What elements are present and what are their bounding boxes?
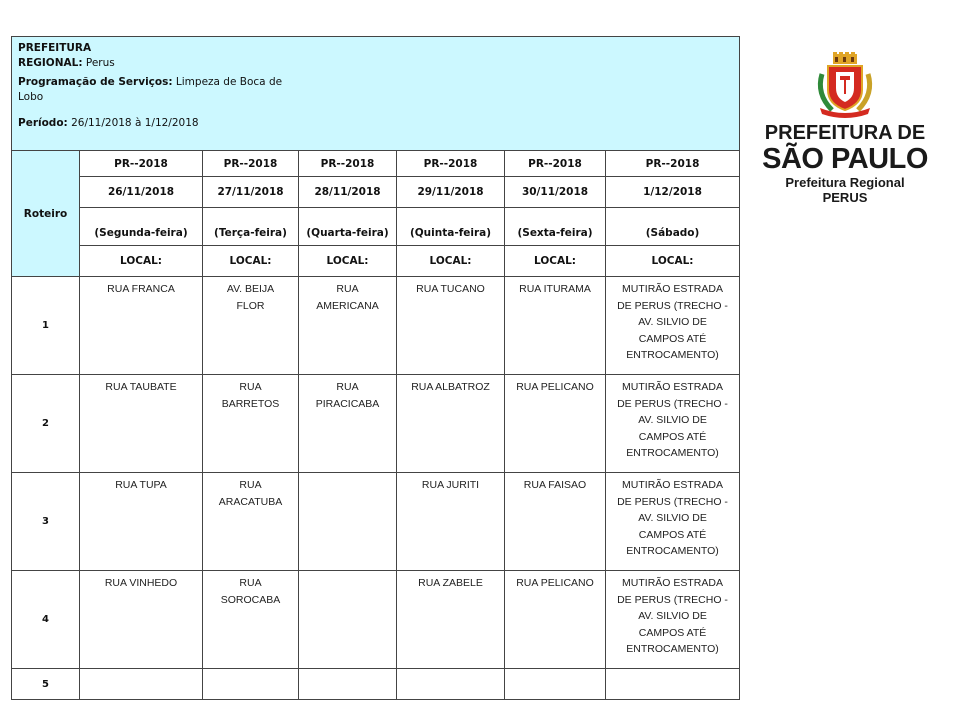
schedule-cell — [80, 277, 203, 375]
cell-line: RUA ZABELE — [418, 577, 483, 589]
schedule-cell — [80, 375, 203, 473]
cell-line: RUA — [239, 577, 262, 589]
column-date: 1/12/2018 — [606, 177, 740, 208]
cell-line: RUA — [239, 479, 262, 491]
cell-line: MUTIRÃO ESTRADA — [622, 283, 723, 295]
schedule-cell — [606, 669, 740, 700]
column-date: 30/11/2018 — [505, 177, 606, 208]
cell-line: RUA — [336, 381, 359, 393]
schedule-cell — [80, 571, 203, 669]
programacao-value: Limpeza de Boca de Lobo — [18, 76, 283, 103]
logo-line-3: Prefeitura Regional — [785, 175, 905, 190]
table-row — [12, 277, 740, 375]
column-pr-code: PR--2018 — [505, 151, 606, 177]
cell-line: DE PERUS (TRECHO - — [617, 299, 728, 312]
cell-line: RUA — [239, 381, 262, 393]
column-date: 29/11/2018 — [397, 177, 505, 208]
cell-line: MUTIRÃO ESTRADA — [622, 479, 723, 491]
programacao-label: Programação de Serviços: — [18, 76, 173, 88]
cell-line: BARRETOS — [221, 397, 280, 410]
roteiro-number: 2 — [12, 375, 80, 473]
prefeitura-label: PREFEITURA — [18, 42, 92, 54]
column-date: 28/11/2018 — [299, 177, 397, 208]
cell-line: DE PERUS (TRECHO - — [617, 593, 728, 606]
coat-of-arms-icon — [810, 52, 880, 118]
schedule-cell — [505, 375, 606, 473]
schedule-cell — [299, 375, 397, 473]
column-weekday: (Sexta-feira) — [505, 208, 606, 246]
roteiro-number: 5 — [12, 669, 80, 700]
schedule-cell — [606, 571, 740, 669]
schedule-cell — [606, 375, 740, 473]
cell-line: RUA ITURAMA — [519, 283, 591, 295]
cell-line: AV. SILVIO DE — [638, 414, 707, 426]
logo-line-2: SÃO PAULO — [762, 143, 928, 175]
table-row — [12, 375, 740, 473]
regional-label: REGIONAL: — [18, 57, 83, 69]
cell-line: CAMPOS ATÉ — [638, 430, 707, 443]
logo-line-1: PREFEITURA DE — [764, 122, 926, 144]
column-pr-code: PR--2018 — [397, 151, 505, 177]
cell-line: CAMPOS ATÉ — [638, 626, 707, 639]
column-local-label: LOCAL: — [505, 246, 606, 277]
roteiro-number: 4 — [12, 571, 80, 669]
cell-line: RUA TUPA — [115, 479, 167, 491]
schedule-cell — [203, 375, 299, 473]
column-weekday: (Segunda-feira) — [80, 208, 203, 246]
cell-line: RUA TAUBATE — [105, 381, 177, 393]
schedule-table — [11, 36, 740, 700]
cell-line: RUA PELICANO — [516, 381, 594, 393]
roteiro-number: 1 — [12, 277, 80, 375]
column-local-label: LOCAL: — [299, 246, 397, 277]
cell-line: RUA JURITI — [421, 479, 480, 491]
header-info — [12, 37, 740, 151]
schedule-cell — [80, 473, 203, 571]
cell-line: ENTROCAMENTO) — [626, 447, 719, 459]
cell-line: DE PERUS (TRECHO - — [617, 397, 728, 410]
schedule-cell — [299, 571, 397, 669]
column-pr-code: PR--2018 — [299, 151, 397, 177]
cell-line: AV. SILVIO DE — [638, 316, 707, 328]
cell-line: RUA VINHEDO — [104, 577, 178, 589]
column-date: 26/11/2018 — [80, 177, 203, 208]
schedule-cell — [299, 473, 397, 571]
schedule-cell — [299, 277, 397, 375]
schedule-cell — [505, 277, 606, 375]
cell-line: CAMPOS ATÉ — [638, 528, 707, 541]
column-date: 27/11/2018 — [203, 177, 299, 208]
cell-line: RUA ALBATROZ — [411, 381, 490, 393]
schedule-cell — [397, 277, 505, 375]
cell-line: DE PERUS (TRECHO - — [617, 495, 728, 508]
cell-line: RUA FRANCA — [107, 283, 175, 295]
table-row — [12, 669, 740, 700]
column-weekday: (Quarta-feira) — [299, 208, 397, 246]
cell-line: ARACATUBA — [218, 495, 283, 508]
schedule-cell — [203, 473, 299, 571]
column-local-label: LOCAL: — [397, 246, 505, 277]
schedule-cell — [397, 473, 505, 571]
roteiro-label: Roteiro — [12, 151, 80, 277]
cell-line: AV. SILVIO DE — [638, 610, 707, 622]
schedule-cell — [397, 571, 505, 669]
cell-line: RUA — [336, 283, 359, 295]
logo-line-4: PERUS — [822, 190, 868, 205]
schedule-cell — [505, 473, 606, 571]
schedule-cell — [397, 375, 505, 473]
table-row — [12, 571, 740, 669]
cell-line: CAMPOS ATÉ — [638, 332, 707, 345]
column-local-label: LOCAL: — [606, 246, 740, 277]
periodo-value: 26/11/2018 à 1/12/2018 — [71, 117, 199, 129]
column-weekday: (Sábado) — [606, 208, 740, 246]
schedule-cell — [203, 669, 299, 700]
schedule-cell — [397, 669, 505, 700]
regional-value: Perus — [85, 57, 115, 69]
cell-line: FLOR — [236, 299, 265, 312]
cell-line: ENTROCAMENTO) — [626, 545, 719, 557]
column-local-label: LOCAL: — [80, 246, 203, 277]
roteiro-number: 3 — [12, 473, 80, 571]
column-pr-code: PR--2018 — [80, 151, 203, 177]
column-weekday: (Terça-feira) — [203, 208, 299, 246]
schedule-cell — [203, 277, 299, 375]
cell-line: ENTROCAMENTO) — [626, 643, 719, 655]
column-pr-code: PR--2018 — [606, 151, 740, 177]
prefeitura-logo — [755, 52, 935, 205]
cell-line: RUA TUCANO — [416, 283, 485, 295]
cell-line: SOROCABA — [220, 593, 281, 606]
cell-line: AV. BEIJA — [226, 283, 275, 295]
periodo-label: Período: — [18, 117, 68, 129]
cell-line: RUA FAISAO — [523, 479, 587, 491]
column-weekday: (Quinta-feira) — [397, 208, 505, 246]
table-row — [12, 473, 740, 571]
cell-line: MUTIRÃO ESTRADA — [622, 381, 723, 393]
schedule-cell — [299, 669, 397, 700]
cell-line: ENTROCAMENTO) — [626, 349, 719, 361]
schedule-cell — [203, 571, 299, 669]
cell-line: AV. SILVIO DE — [638, 512, 707, 524]
cell-line: AMERICANA — [316, 299, 379, 312]
schedule-cell — [505, 571, 606, 669]
column-local-label: LOCAL: — [203, 246, 299, 277]
schedule-cell — [606, 473, 740, 571]
schedule-cell — [606, 277, 740, 375]
column-pr-code: PR--2018 — [203, 151, 299, 177]
cell-line: RUA PELICANO — [516, 577, 594, 589]
schedule-cell — [505, 669, 606, 700]
cell-line: PIRACICABA — [315, 397, 380, 410]
cell-line: MUTIRÃO ESTRADA — [622, 577, 723, 589]
schedule-cell — [80, 669, 203, 700]
